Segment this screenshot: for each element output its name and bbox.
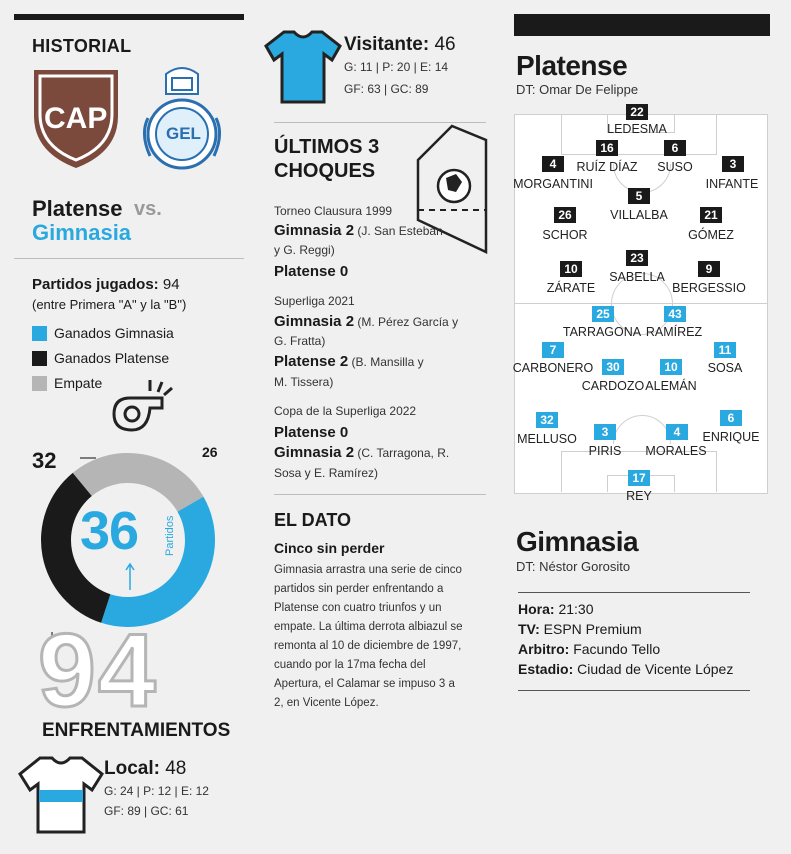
top-rule	[14, 14, 244, 20]
player-number: 10	[560, 261, 582, 277]
dato-subtitle: Cinco sin perder	[274, 540, 385, 556]
player-name: GÓMEZ	[688, 228, 734, 242]
match-team-score: Gimnasia 2	[274, 444, 355, 461]
match-result-line	[274, 313, 458, 330]
dato-line: remonta al 10 de diciembre de 1997,	[274, 640, 462, 652]
player-name: TARRAGONA	[562, 325, 642, 339]
team-platense: Platense	[32, 196, 123, 221]
match-team-score: Gimnasia 2	[274, 313, 355, 330]
player-name: SOSA	[707, 361, 743, 375]
info-value: 21:30	[558, 601, 594, 617]
crest-text: CAP	[44, 102, 108, 135]
legend-swatch-platense	[32, 351, 47, 366]
local-label: Local:	[104, 758, 160, 779]
player-name: LEDESMA	[607, 122, 667, 136]
match-result-line	[274, 222, 443, 239]
donut-label-draws: 26	[202, 444, 218, 460]
match-scorers: (B. Mansilla y	[348, 355, 424, 369]
player-name: CARBONERO	[512, 361, 594, 375]
info-value: Facundo Tello	[573, 641, 661, 657]
player-number: 6	[664, 140, 686, 156]
player-number: 6	[720, 410, 742, 426]
dato-line: partidos sin perder enfrentando a	[274, 583, 444, 595]
middle-column	[260, 0, 488, 854]
donut-center-value: 36	[80, 501, 139, 561]
visitor-goals: GF: 63 | GC: 89	[344, 82, 429, 96]
info-hora	[518, 601, 594, 617]
info-label: Hora:	[518, 601, 555, 617]
visitor-shirt-icon	[264, 28, 342, 106]
played-value: 94	[162, 276, 180, 293]
player-name: SUSO	[657, 160, 693, 174]
dato-line: empate. La última derrota albiazul se	[274, 621, 463, 633]
match-scorers: (C. Tarragona, R.	[354, 446, 450, 460]
player-number: 17	[628, 470, 650, 486]
player-number: 21	[700, 207, 722, 223]
player-number: 26	[554, 207, 576, 223]
dato-line: cuando por la 17ma fecha del	[274, 659, 426, 671]
player-number: 5	[628, 188, 650, 204]
local-line	[104, 758, 186, 780]
info-label: TV:	[518, 621, 540, 637]
ultimos-title-2: CHOQUES	[274, 160, 376, 182]
player-number: 23	[626, 250, 648, 266]
played-label: Partidos jugados:	[32, 276, 159, 293]
info-tv	[518, 621, 642, 637]
top-rule	[514, 14, 770, 36]
legend-swatch-gimnasia	[32, 326, 47, 341]
dato-line: 2, en Vicente López.	[274, 697, 379, 709]
team-gimnasia: Gimnasia	[32, 220, 132, 245]
match-scorers: (M. Pérez García y	[354, 315, 459, 329]
enfrentamientos-label: ENFRENTAMIENTOS	[42, 720, 231, 741]
player-number: 11	[714, 342, 736, 358]
visitor-stats: G: 11 | P: 20 | E: 14	[344, 60, 449, 74]
player-name: MORGANTINI	[513, 177, 593, 191]
player-name: MORALES	[645, 444, 707, 458]
legend-label: Ganados Platense	[54, 350, 170, 366]
legend-label: Ganados Gimnasia	[54, 325, 174, 341]
legend-label: Empate	[54, 375, 103, 391]
local-goals: GF: 89 | GC: 61	[104, 804, 189, 818]
visitor-value: 46	[434, 34, 456, 55]
local-stats: G: 24 | P: 12 | E: 12	[104, 784, 209, 798]
dato-line: Platense con cuatro triunfos y un	[274, 602, 442, 614]
dato-line: Gimnasia arrastra una serie de cinco	[274, 564, 462, 576]
match-scorers-cont: y G. Reggi)	[274, 243, 335, 257]
whistle-icon	[110, 378, 190, 440]
visitor-label: Visitante:	[344, 34, 430, 55]
donut-center-sub: Partidos	[164, 515, 176, 556]
player-name: SABELLA	[609, 270, 665, 284]
match-team-score: Gimnasia 2	[274, 222, 355, 239]
info-label: Arbitro:	[518, 641, 570, 657]
player-name: MELLUSO	[517, 432, 577, 446]
divider	[14, 258, 244, 259]
local-value: 48	[165, 758, 187, 779]
dato-line: Apertura, el Calamar se impuso 3 a	[274, 678, 455, 690]
donut-label-platense: 32	[32, 448, 57, 473]
team-bottom-name: Gimnasia	[516, 526, 639, 557]
played-note: (entre Primera "A" y la "B")	[32, 297, 187, 312]
player-name: ALEMÁN	[645, 379, 697, 393]
player-name: ENRIQUE	[702, 430, 760, 444]
player-name: RUÍZ DÍAZ	[576, 160, 638, 174]
vs-label: vs.	[134, 198, 162, 220]
info-value: ESPN Premium	[543, 621, 642, 637]
match-result-line	[274, 444, 449, 461]
player-name: BERGESSIO	[672, 281, 746, 295]
match-team-score: Platense 0	[274, 424, 349, 441]
player-name: INFANTE	[705, 177, 759, 191]
section-title: HISTORIAL	[32, 36, 132, 56]
info-value: Ciudad de Vicente López	[577, 661, 734, 677]
match-scorers-cont: G. Fratta)	[274, 334, 326, 348]
historial-column	[14, 0, 244, 854]
player-number: 4	[542, 156, 564, 172]
big-total: 94	[38, 613, 158, 729]
player-name: SCHOR	[542, 228, 588, 242]
match-scorers-cont: Sosa y E. Ramírez)	[274, 466, 379, 480]
player-name: CARDOZO	[581, 379, 645, 393]
match-scorers: (J. San Esteban	[354, 224, 443, 238]
player-number: 7	[542, 342, 564, 358]
local-shirt-icon	[18, 754, 104, 834]
legend-swatch-empate	[32, 376, 47, 391]
platense-crest	[30, 66, 122, 170]
player-name: PIRIS	[588, 444, 622, 458]
ultimos-title: ÚLTIMOS 3	[274, 136, 380, 158]
divider	[518, 592, 750, 593]
crest-text: GEL	[166, 124, 201, 143]
player-number: 16	[596, 140, 618, 156]
lineups-column	[510, 0, 770, 854]
team-top-name: Platense	[516, 50, 628, 81]
team-top-dt: DT: Omar De Felippe	[516, 82, 639, 97]
match-tournament: Superliga 2021	[274, 294, 355, 308]
player-number: 30	[602, 359, 624, 375]
info-estadio	[518, 661, 733, 677]
match-scorers-cont: M. Tissera)	[274, 375, 334, 389]
gimnasia-crest	[136, 64, 228, 172]
info-arbitro	[518, 641, 660, 657]
player-number: 9	[698, 261, 720, 277]
player-number: 25	[592, 306, 614, 322]
player-number: 4	[666, 424, 688, 440]
player-name: VILLALBA	[610, 208, 668, 222]
dato-body	[274, 561, 488, 713]
divider	[518, 690, 750, 691]
info-label: Estadio:	[518, 661, 574, 677]
match-team-score: Platense 0	[274, 263, 349, 280]
divider	[274, 494, 486, 495]
player-name: ZÁRATE	[546, 281, 596, 295]
visitor-line	[344, 34, 456, 56]
team-bottom-dt: DT: Néstor Gorosito	[516, 559, 631, 574]
played-line	[32, 276, 180, 293]
player-number: 10	[660, 359, 682, 375]
player-number: 3	[594, 424, 616, 440]
player-name: REY	[626, 489, 652, 503]
match-result-line	[274, 353, 424, 370]
player-name: RAMÍREZ	[645, 325, 703, 339]
match-team-score: Platense 2	[274, 353, 349, 370]
match-tournament: Torneo Clausura 1999	[274, 204, 393, 218]
dato-title: EL DATO	[274, 510, 352, 530]
match-tournament: Copa de la Superliga 2022	[274, 404, 417, 418]
player-number: 3	[722, 156, 744, 172]
player-number: 32	[536, 412, 558, 428]
player-number: 43	[664, 306, 686, 322]
player-number: 22	[626, 104, 648, 120]
